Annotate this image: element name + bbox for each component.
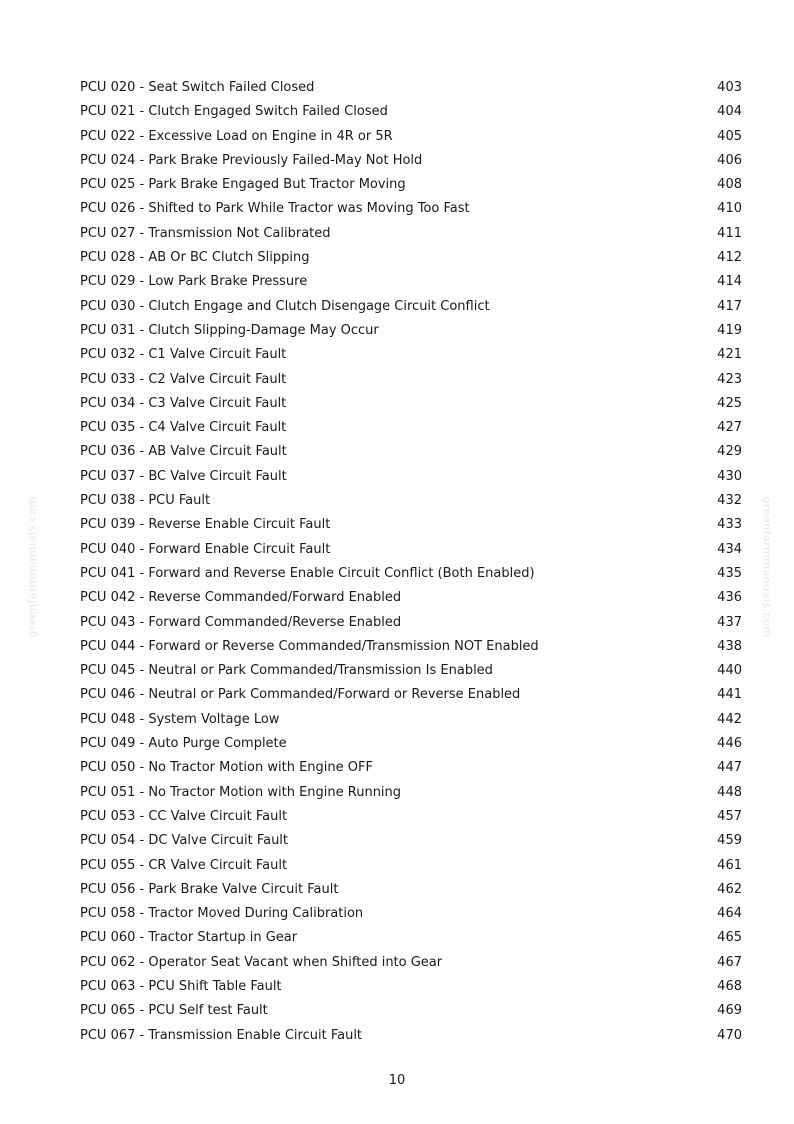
toc-row[interactable] [80,392,742,416]
toc-row[interactable] [80,343,742,367]
toc-entry-title: PCU 029 - Low Park Brake Pressure [80,274,308,290]
toc-row[interactable] [80,1024,742,1048]
toc-row[interactable] [80,586,742,610]
toc-row[interactable] [80,902,742,926]
toc-entry-page: 442 [717,711,742,727]
toc-entry-page: 425 [717,395,742,411]
watermark-left: greenfarmmanuals.com [25,496,39,638]
toc-entry-page: 411 [717,225,742,241]
toc-row[interactable] [80,173,742,197]
toc-entry-title: PCU 058 - Tractor Moved During Calibration [80,906,364,922]
toc-row[interactable] [80,222,742,246]
toc-entry-title: PCU 045 - Neutral or Park Commanded/Transmission Is Enabled [80,663,493,679]
toc-entry-title: PCU 036 - AB Valve Circuit Fault [80,444,287,460]
toc-entry-title: PCU 048 - System Voltage Low [80,711,280,727]
toc-row[interactable] [80,659,742,683]
toc-entry-page: 465 [717,930,742,946]
toc-entry-title: PCU 063 - PCU Shift Table Fault [80,978,282,994]
toc-row[interactable] [80,635,742,659]
toc-entry-title: PCU 055 - CR Valve Circuit Fault [80,857,288,873]
page-number: 10 [388,1073,406,1088]
toc-row[interactable] [80,538,742,562]
toc-entry-page: 468 [717,978,742,994]
toc-row[interactable] [80,999,742,1023]
toc-entry-page: 462 [717,881,742,897]
toc-entry-title: PCU 033 - C2 Valve Circuit Fault [80,371,287,387]
toc-row[interactable] [80,125,742,149]
toc-row[interactable] [80,489,742,513]
toc-row[interactable] [80,295,742,319]
toc-entry-title: PCU 044 - Forward or Reverse Commanded/Transmission NOT Enabled [80,638,539,654]
toc-entry-title: PCU 050 - No Tractor Motion with Engine OFF [80,760,373,776]
toc-entry-page: 457 [717,808,742,824]
toc-entry-title: PCU 021 - Clutch Engaged Switch Failed Closed [80,104,388,120]
toc-entry-page: 421 [717,347,742,363]
toc-row[interactable] [80,708,742,732]
toc-entry-page: 419 [717,322,742,338]
toc-row[interactable] [80,319,742,343]
toc-row[interactable] [80,465,742,489]
toc-entry-title: PCU 035 - C4 Valve Circuit Fault [80,420,287,436]
toc-entry-page: 469 [717,1003,742,1019]
toc-entry-page: 427 [717,420,742,436]
toc-entry-page: 464 [717,906,742,922]
toc-entry-page: 437 [717,614,742,630]
toc-entry-title: PCU 042 - Reverse Commanded/Forward Enabled [80,590,402,606]
toc-entry-page: 448 [717,784,742,800]
toc-row[interactable] [80,829,742,853]
toc-row[interactable] [80,246,742,270]
toc-entry-page: 412 [717,250,742,266]
toc-entry-title: PCU 030 - Clutch Engage and Clutch Disengage Circuit Conflict [80,298,490,314]
toc-entry-title: PCU 022 - Excessive Load on Engine in 4R or 5R [80,128,393,144]
toc-entry-title: PCU 041 - Forward and Reverse Enable Circuit Conflict (Both Enabled) [80,565,535,581]
toc-entry-page: 447 [717,760,742,776]
toc-entry-page: 435 [717,565,742,581]
toc-row[interactable] [80,76,742,100]
toc-entry-page: 461 [717,857,742,873]
toc-entry-title: PCU 046 - Neutral or Park Commanded/Forward or Reverse Enabled [80,687,521,703]
toc-entry-title: PCU 031 - Clutch Slipping-Damage May Occur [80,322,379,338]
toc-row[interactable] [80,270,742,294]
toc-entry-title: PCU 034 - C3 Valve Circuit Fault [80,395,287,411]
toc-entry-title: PCU 056 - Park Brake Valve Circuit Fault [80,881,339,897]
toc-entry-title: PCU 032 - C1 Valve Circuit Fault [80,347,287,363]
watermark-right: greenfarmmanuals.com [760,496,774,638]
toc-row[interactable] [80,732,742,756]
toc-entry-page: 423 [717,371,742,387]
toc-row[interactable] [80,756,742,780]
toc-entry-title: PCU 039 - Reverse Enable Circuit Fault [80,517,331,533]
toc-entry-title: PCU 053 - CC Valve Circuit Fault [80,808,288,824]
toc-entry-page: 436 [717,590,742,606]
toc-entry-page: 446 [717,736,742,752]
toc-entry-page: 430 [717,468,742,484]
toc-entry-title: PCU 060 - Tractor Startup in Gear [80,930,298,946]
toc-entry-title: PCU 043 - Forward Commanded/Reverse Enabled [80,614,402,630]
toc-entry-title: PCU 025 - Park Brake Engaged But Tractor Moving [80,177,406,193]
toc-entry-page: 429 [717,444,742,460]
toc-entry-page: 417 [717,298,742,314]
toc-entry-title: PCU 051 - No Tractor Motion with Engine Running [80,784,402,800]
toc-row[interactable] [80,100,742,124]
toc-row[interactable] [80,951,742,975]
toc-row[interactable] [80,781,742,805]
toc-row[interactable] [80,513,742,537]
toc-entry-title: PCU 054 - DC Valve Circuit Fault [80,833,289,849]
toc-entry-title: PCU 028 - AB Or BC Clutch Slipping [80,250,310,266]
toc-row[interactable] [80,562,742,586]
toc-entry-title: PCU 026 - Shifted to Park While Tractor was Moving Too Fast [80,201,470,217]
toc-entry-page: 406 [717,152,742,168]
toc-row[interactable] [80,926,742,950]
toc-entry-page: 410 [717,201,742,217]
toc-entry-page: 414 [717,274,742,290]
toc-row[interactable] [80,149,742,173]
toc-row[interactable] [80,611,742,635]
toc-entry-title: PCU 065 - PCU Self test Fault [80,1003,268,1019]
toc-entry-page: 405 [717,128,742,144]
toc-row[interactable] [80,975,742,999]
toc-entry-title: PCU 020 - Seat Switch Failed Closed [80,80,315,95]
toc-entry-title: PCU 062 - Operator Seat Vacant when Shifted into Gear [80,954,443,970]
toc-row[interactable] [80,805,742,829]
toc-entry-page: 434 [717,541,742,557]
toc-entry-page: 432 [717,493,742,509]
toc-row[interactable] [80,878,742,902]
table-of-contents [80,76,742,1048]
toc-row[interactable] [80,683,742,707]
toc-entry-page: 408 [717,177,742,193]
toc-entry-page: 438 [717,638,742,654]
toc-entry-page: 403 [717,80,742,95]
toc-entry-title: PCU 037 - BC Valve Circuit Fault [80,468,287,484]
toc-row[interactable] [80,368,742,392]
toc-entry-title: PCU 027 - Transmission Not Calibrated [80,225,331,241]
toc-entry-page: 459 [717,833,742,849]
toc-entry-title: PCU 067 - Transmission Enable Circuit Fault [80,1027,363,1043]
toc-entry-title: PCU 024 - Park Brake Previously Failed-May Not Hold [80,152,423,168]
toc-entry-page: 433 [717,517,742,533]
toc-row[interactable] [80,197,742,221]
toc-entry-title: PCU 038 - PCU Fault [80,493,211,509]
toc-entry-title: PCU 040 - Forward Enable Circuit Fault [80,541,331,557]
toc-entry-page: 440 [717,663,742,679]
toc-entry-page: 404 [717,104,742,120]
toc-entry-page: 467 [717,954,742,970]
toc-entry-title: PCU 049 - Auto Purge Complete [80,736,287,752]
toc-row[interactable] [80,854,742,878]
toc-entry-page: 470 [717,1027,742,1043]
toc-entry-page: 441 [717,687,742,703]
toc-row[interactable] [80,440,742,464]
toc-row[interactable] [80,416,742,440]
